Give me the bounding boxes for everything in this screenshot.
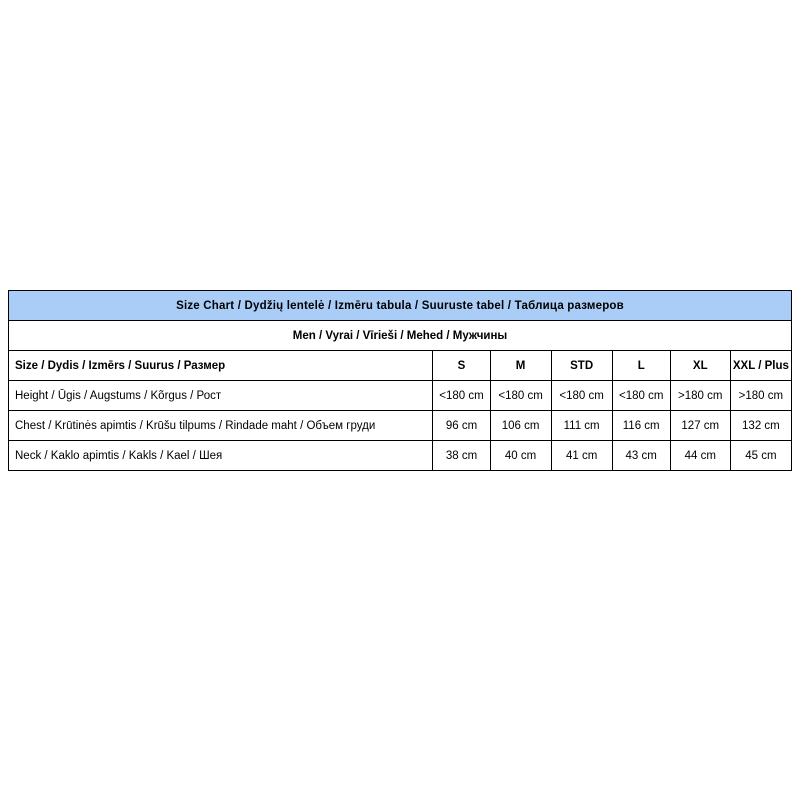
cell-height-xxl: >180 cm: [730, 381, 791, 411]
cell-chest-m: 106 cm: [490, 411, 551, 441]
cell-neck-xl: 44 cm: [670, 441, 730, 471]
cell-height-s: <180 cm: [433, 381, 490, 411]
chart-header-row: [9, 351, 792, 381]
cell-chest-l: 116 cm: [612, 411, 670, 441]
table-row: [9, 411, 792, 441]
cell-chest-xxl: 132 cm: [730, 411, 791, 441]
cell-chest-s: 96 cm: [433, 411, 490, 441]
chart-title-row: [9, 291, 792, 321]
cell-neck-s: 38 cm: [433, 441, 490, 471]
chart-subtitle-row: [9, 321, 792, 351]
cell-neck-l: 43 cm: [612, 441, 670, 471]
cell-neck-xxl: 45 cm: [730, 441, 791, 471]
column-header-size: Size / Dydis / Izmērs / Suurus / Размер: [9, 351, 433, 381]
cell-neck-m: 40 cm: [490, 441, 551, 471]
chart-title: Size Chart / Dydžių lentelė / Izmēru tabula / Suuruste tabel / Таблица размеров: [9, 291, 792, 321]
size-chart-container: [8, 290, 792, 471]
cell-height-xl: >180 cm: [670, 381, 730, 411]
cell-height-m: <180 cm: [490, 381, 551, 411]
column-header-m: M: [490, 351, 551, 381]
row-label-neck: Neck / Kaklo apimtis / Kakls / Kael / Шея: [9, 441, 433, 471]
row-label-height: Height / Ūgis / Augstums / Kõrgus / Рост: [9, 381, 433, 411]
cell-chest-xl: 127 cm: [670, 411, 730, 441]
chart-subtitle: Men / Vyrai / Vīrieši / Mehed / Мужчины: [9, 321, 792, 351]
table-row: [9, 441, 792, 471]
column-header-xl: XL: [670, 351, 730, 381]
column-header-s: S: [433, 351, 490, 381]
row-label-chest: Chest / Krūtinės apimtis / Krūšu tilpums / Rindade maht / Объем груди: [9, 411, 433, 441]
table-row: [9, 381, 792, 411]
column-header-xxl: XXL / Plus: [730, 351, 791, 381]
cell-chest-std: 111 cm: [551, 411, 612, 441]
size-chart-table: [8, 290, 792, 471]
cell-height-l: <180 cm: [612, 381, 670, 411]
cell-neck-std: 41 cm: [551, 441, 612, 471]
column-header-l: L: [612, 351, 670, 381]
column-header-std: STD: [551, 351, 612, 381]
cell-height-std: <180 cm: [551, 381, 612, 411]
